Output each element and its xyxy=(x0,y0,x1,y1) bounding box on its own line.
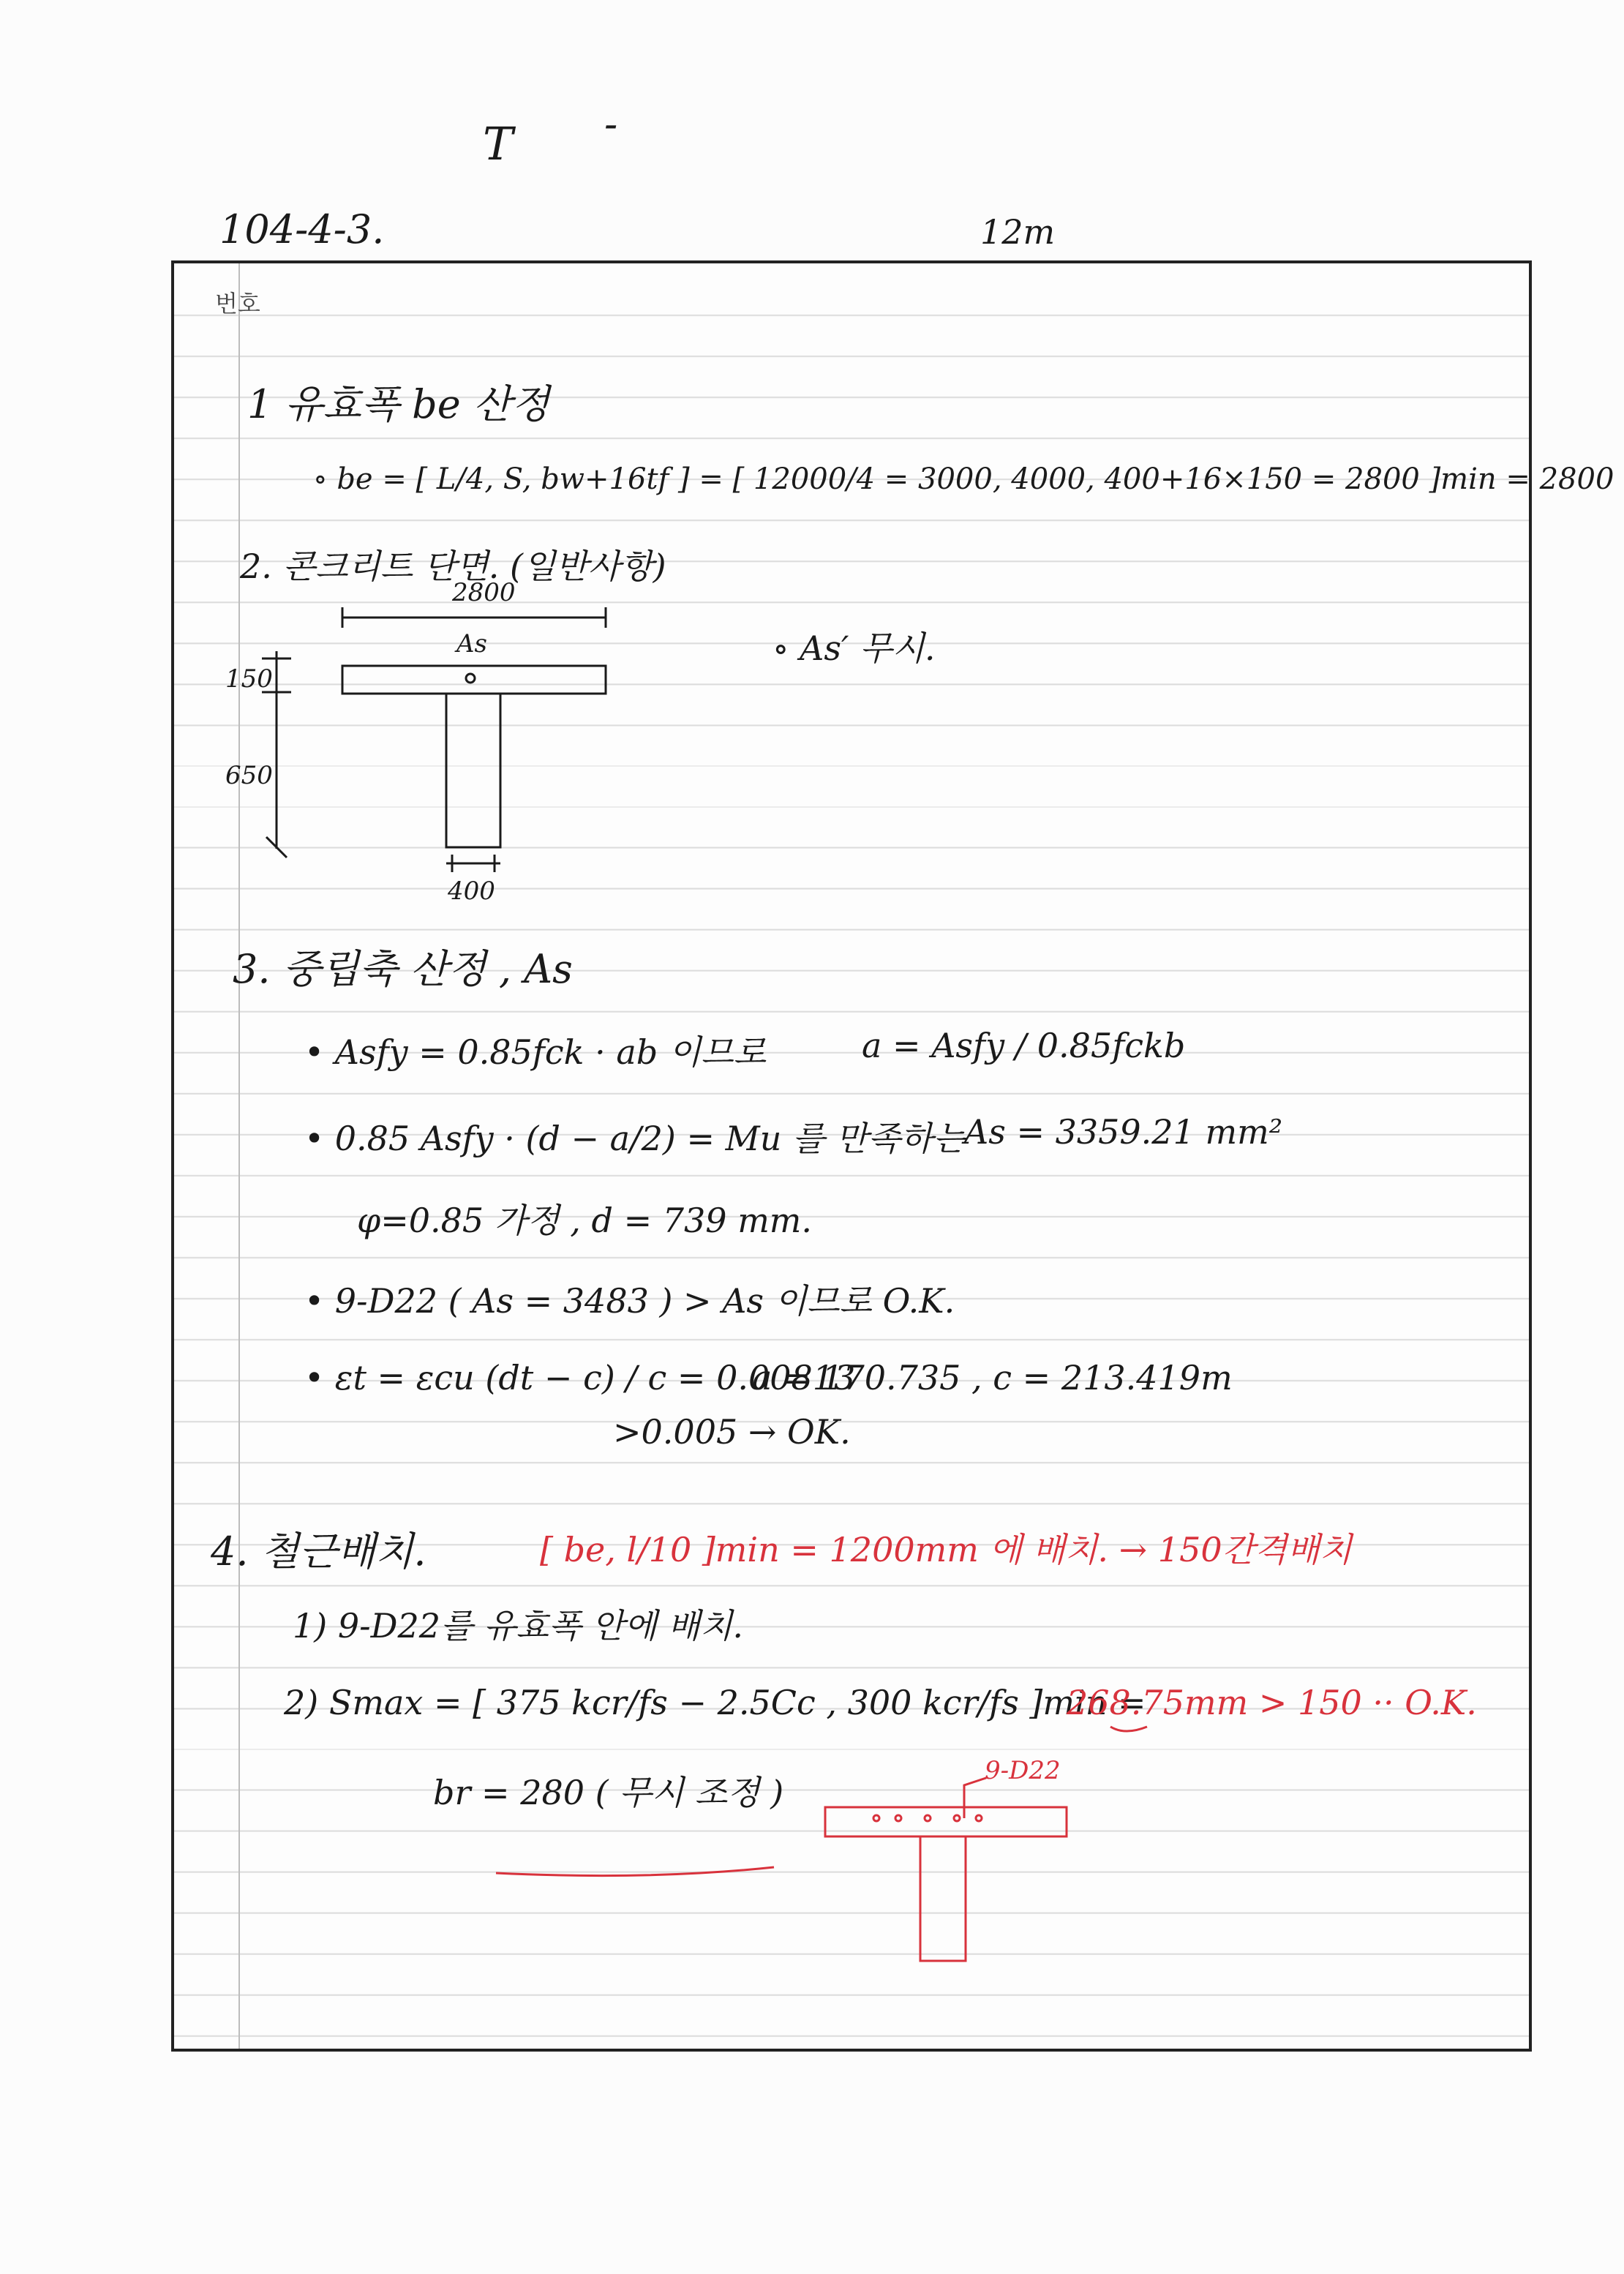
step4-item1: 1) 9-D22를 유효폭 안에 배치. xyxy=(293,1606,744,1646)
dim-flange-width: 2800 xyxy=(452,578,516,607)
step3-line4: • 9-D22 ( As = 3483 ) > As 이므로 O.K. xyxy=(304,1281,955,1321)
step3-line2: • 0.85 Asfy · (d − a/2) = Mu 를 만족하는 xyxy=(304,1119,966,1158)
step3-line3: φ=0.85 가정 , d = 739 mm. xyxy=(357,1201,813,1240)
step1-title: 1 유효폭 be 산정 xyxy=(247,381,550,427)
step4-item3: br = 280 ( 무시 조정 ) xyxy=(433,1773,784,1812)
web-outline xyxy=(446,694,500,847)
step4-title: 4. 철근배치. xyxy=(211,1528,426,1575)
span-length: 12m xyxy=(980,212,1056,252)
t-section-diagram xyxy=(262,607,606,872)
sketch-rebar-3 xyxy=(925,1815,931,1821)
header-mark-dash: - xyxy=(604,101,618,147)
step3-line1-a: a = Asfy / 0.85fckb xyxy=(862,1026,1186,1065)
step3-line2-as: As = 3359.21 mm² xyxy=(964,1112,1283,1152)
sketch-rebar-1 xyxy=(873,1815,879,1821)
sketch-flange-outline xyxy=(825,1807,1067,1836)
step1-formula: ∘ be = [ L/4, S, bw+16tf ] = [ 12000/4 = 3000, 4000, 400+16×150 = 2800 ]min = 2800 xyxy=(313,462,1614,496)
steel-label: As xyxy=(456,629,488,658)
step3-title: 3. 중립축 산정 , As xyxy=(233,946,573,992)
step2-note: ∘ As′ 무시. xyxy=(772,628,936,668)
sketch-web-outline xyxy=(920,1836,966,1961)
header-mark-t: T xyxy=(483,117,514,170)
note-sheet xyxy=(171,260,1614,2052)
step4-item2: 2) Smax = [ 375 kcr/fs − 2.5Cc , 300 kcr/fs ]min = xyxy=(284,1683,1146,1722)
red-result-underline xyxy=(1110,1727,1147,1731)
number-label: 번호 xyxy=(215,290,260,318)
sketch-rebar-2 xyxy=(895,1815,901,1821)
sketch-rebar-4 xyxy=(954,1815,960,1821)
problem-id: 104-4-3. xyxy=(219,206,385,252)
step2-title: 2. 콘크리트 단면. (일반사항) xyxy=(240,547,666,586)
dim-flange-thickness: 150 xyxy=(225,664,273,694)
sketch-label: 9-D22 xyxy=(985,1756,1061,1785)
step3-line1: • Asfy = 0.85fck · ab 이므로 xyxy=(304,1032,767,1072)
step4-item2-result: 268.75mm > 150 ·· O.K. xyxy=(1067,1683,1477,1722)
dim-web-depth: 650 xyxy=(225,761,273,790)
step3-line5-vals: a = 170.735 , c = 213.419m xyxy=(752,1358,1233,1397)
dim-web-width: 400 xyxy=(448,877,495,906)
step3-line6: >0.005 → OK. xyxy=(613,1412,851,1452)
rebar-circle xyxy=(466,674,475,683)
sketch-rebar-5 xyxy=(976,1815,982,1821)
sketch-leader-line xyxy=(964,1778,986,1818)
red-underline xyxy=(496,1867,774,1876)
step3-line5: • εt = εcu (dt − c) / c = 0.00813 xyxy=(304,1358,856,1397)
step4-red-note: [ be, l/10 ]min = 1200mm 에 배치. → 150간격배치 xyxy=(540,1530,1353,1569)
